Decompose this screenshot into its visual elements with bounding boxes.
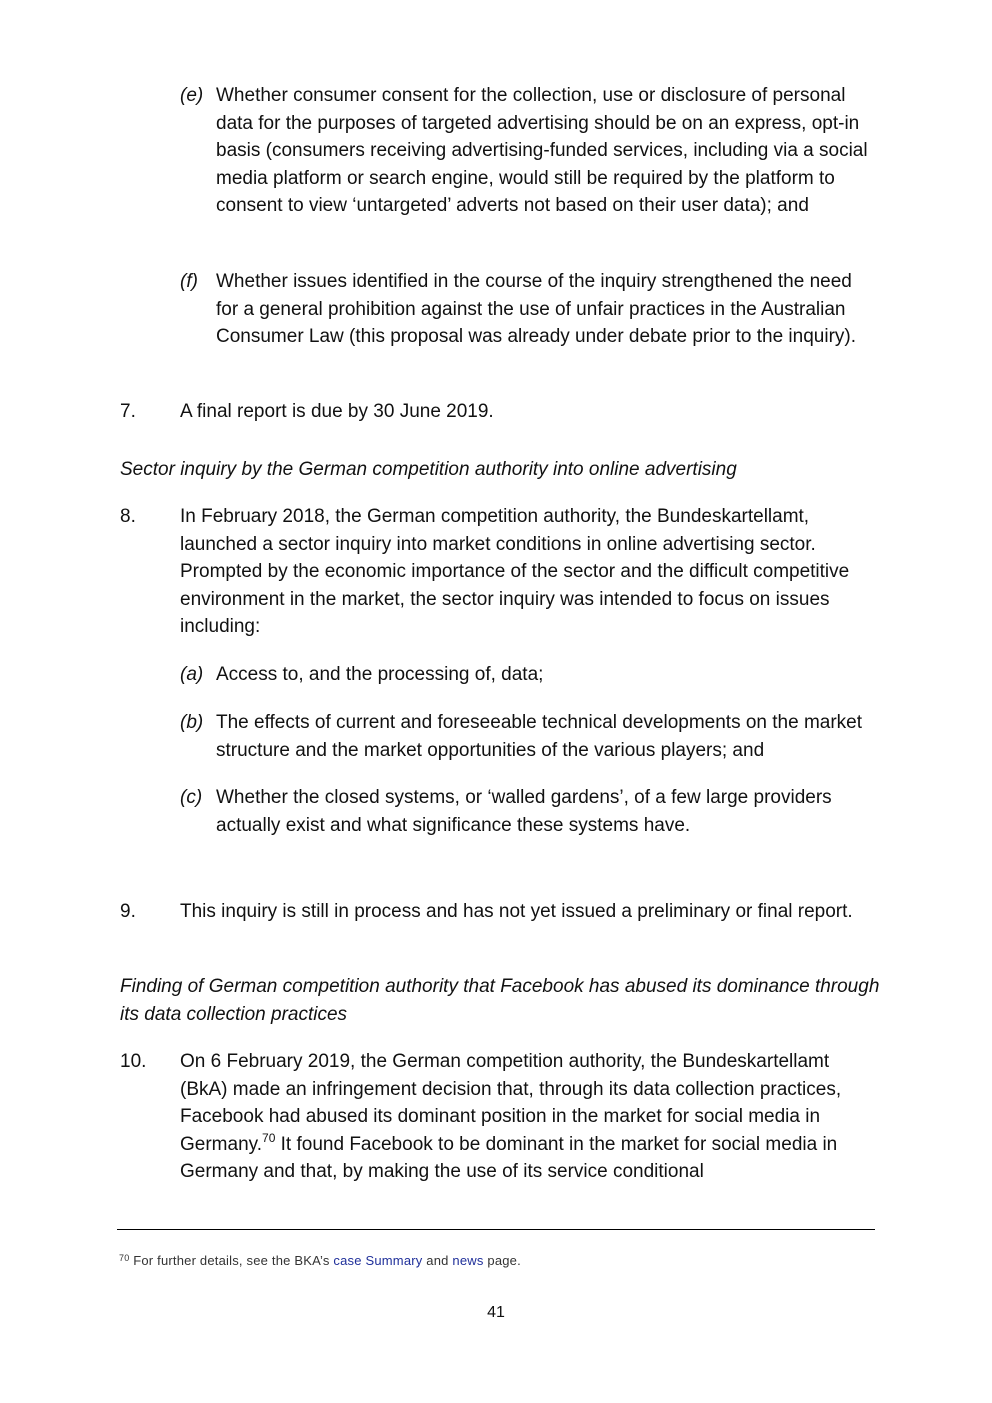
paragraph-text-part: On 6 February 2019, the German competition authority, the Bundeskartellamt (BkA) made an infringement decision that, through its data collection practices, Facebook had abused its dominant position in the market for social media in Germany. [180, 1051, 842, 1155]
item-label: (b) [180, 712, 204, 733]
item-text: Access to, and the processing of, data; [216, 664, 544, 685]
footnote-reference[interactable]: 70 [262, 1130, 276, 1145]
paragraph-number: 9. [120, 901, 136, 922]
footnote-text: For further details, see the BKA’s [133, 1253, 334, 1268]
news-link[interactable]: news [452, 1253, 484, 1268]
item-text: Whether the closed systems, or ‘walled gardens’, of a few large providers actually exist and what significance these systems have. [216, 787, 832, 836]
paragraph-number: 7. [120, 401, 136, 422]
footnote-text: page. [483, 1253, 521, 1268]
item-text: Whether issues identified in the course of the inquiry strengthened the need for a general prohibition against the use of unfair practices in the Australian Consumer Law (this proposal was already under debate prior to the inquiry). [216, 271, 856, 348]
footnote [119, 1253, 521, 1269]
item-text: Whether consumer consent for the collection, use or disclosure of personal data for the purposes of targeted advertising should be on an express, opt-in basis (consumers receiving advertising-funded services, including via a social media platform or search engine, would still be required by the platform to consent to view ‘untargeted’ adverts not based on their user data); and [216, 85, 868, 217]
paragraph-text: In February 2018, the German competition authority, the Bundeskartellamt, launched a sector inquiry into market conditions in online advertising sector. Prompted by the economic importance of the sector and the difficult competitive environment in the market, the sector inquiry was intended to focus on issues including: [180, 506, 850, 638]
paragraph-number: 10. [120, 1051, 147, 1072]
item-label: (f) [180, 271, 198, 292]
item-label: (e) [180, 85, 204, 106]
footnote-separator [117, 1229, 875, 1230]
case-summary-link[interactable]: case Summary [333, 1253, 423, 1268]
item-text: The effects of current and foreseeable technical developments on the market structure and the market opportunities of the various players; and [216, 712, 863, 761]
section-heading-sector-inquiry: Sector inquiry by the German competition authority into online advertising [120, 459, 737, 480]
footnote-number: 70 [119, 1253, 130, 1263]
paragraph-text: A final report is due by 30 June 2019. [180, 401, 494, 422]
paragraph-number: 8. [120, 506, 136, 527]
section-heading-facebook-finding: Finding of German competition authority that Facebook has abused its dominance through its data collection practices [120, 976, 880, 1025]
paragraph-text: This inquiry is still in process and has not yet issued a preliminary or final report. [180, 901, 853, 922]
paragraph-text-part: It found Facebook to be dominant in the market for social media in Germany and that, by making the use of its service conditional [180, 1133, 838, 1183]
page-number: 41 [487, 1304, 505, 1321]
item-label: (a) [180, 664, 204, 685]
item-label: (c) [180, 787, 203, 808]
paragraph-text [180, 1048, 875, 1186]
footnote-text: and [422, 1253, 453, 1268]
